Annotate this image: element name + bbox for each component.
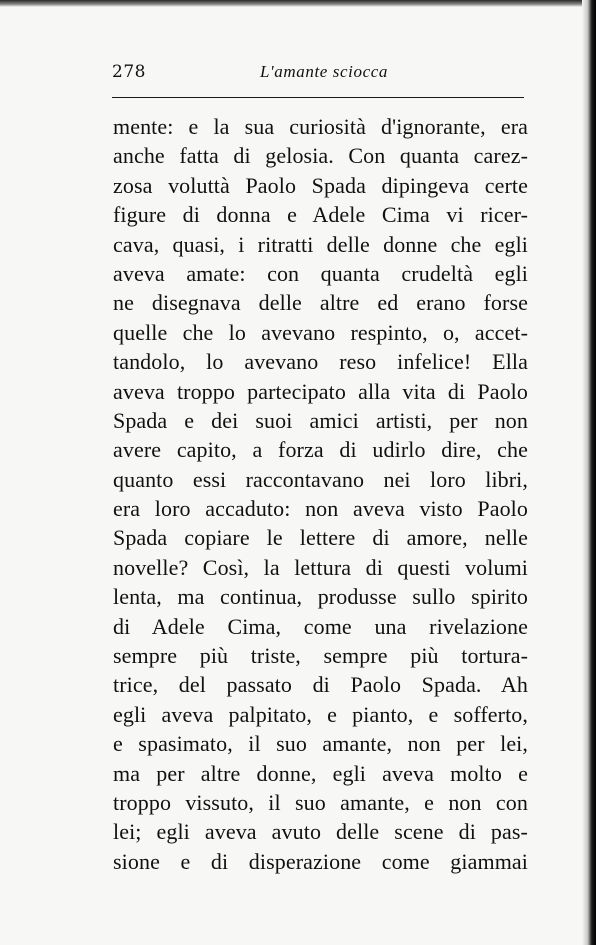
text-line: anche fatta di gelosia. Con quanta carez- [113, 143, 528, 169]
text-line: sempre più triste, sempre più tortura- [113, 643, 528, 669]
text-line: mente: e la sua curiosità d'ignorante, era [113, 114, 528, 139]
page-binding-edge [582, 0, 596, 945]
text-line: quanto essi raccontavano nei loro libri, [113, 466, 528, 492]
page-header [112, 62, 510, 86]
text-line: troppo vissuto, il suo amante, e non con [113, 789, 528, 815]
text-line: figure di donna e Adele Cima vi ricer- [113, 202, 528, 228]
text-line: aveva amate: con quanta crudeltà egli [113, 260, 528, 286]
page-top-edge [0, 0, 596, 7]
running-title: L'amante sciocca [260, 62, 388, 81]
text-line: novelle? Così, la lettura di questi volumi [113, 554, 528, 580]
text-line: quelle che lo avevano respinto, o, accet- [113, 319, 528, 345]
text-line: Spada e dei suoi amici artisti, per non [113, 407, 528, 433]
text-line: avere capito, a forza di udirlo dire, che [113, 437, 528, 463]
text-line: aveva troppo partecipato alla vita di Paolo [113, 378, 528, 404]
text-line: trice, del passato di Paolo Spada. Ah [113, 672, 528, 698]
text-line: ne disegnava delle altre ed erano forse [113, 290, 528, 316]
text-line: egli aveva palpitato, e pianto, e sofferto, [113, 701, 528, 727]
text-line: zosa voluttà Paolo Spada dipingeva certe [113, 172, 528, 198]
text-line: lenta, ma continua, produsse sullo spirito [113, 584, 528, 610]
text-line: era loro accaduto: non aveva visto Paolo [113, 496, 528, 522]
text-line: tandolo, lo avevano reso infelice! Ella [113, 349, 528, 375]
header-rule [112, 97, 524, 98]
text-line: cava, quasi, i ritratti delle donne che egli [113, 231, 528, 257]
text-line: e spasimato, il suo amante, non per lei, [113, 731, 528, 757]
text-line: ma per altre donne, egli aveva molto e [113, 760, 528, 786]
text-line: lei; egli aveva avuto delle scene di pas- [113, 819, 528, 845]
text-line: sione e di disperazione come giammai [113, 848, 528, 874]
body-text [113, 112, 528, 876]
page-number: 278 [112, 62, 146, 82]
text-line: di Adele Cima, come una rivelazione [113, 613, 528, 639]
text-line: Spada copiare le lettere di amore, nelle [113, 525, 528, 551]
